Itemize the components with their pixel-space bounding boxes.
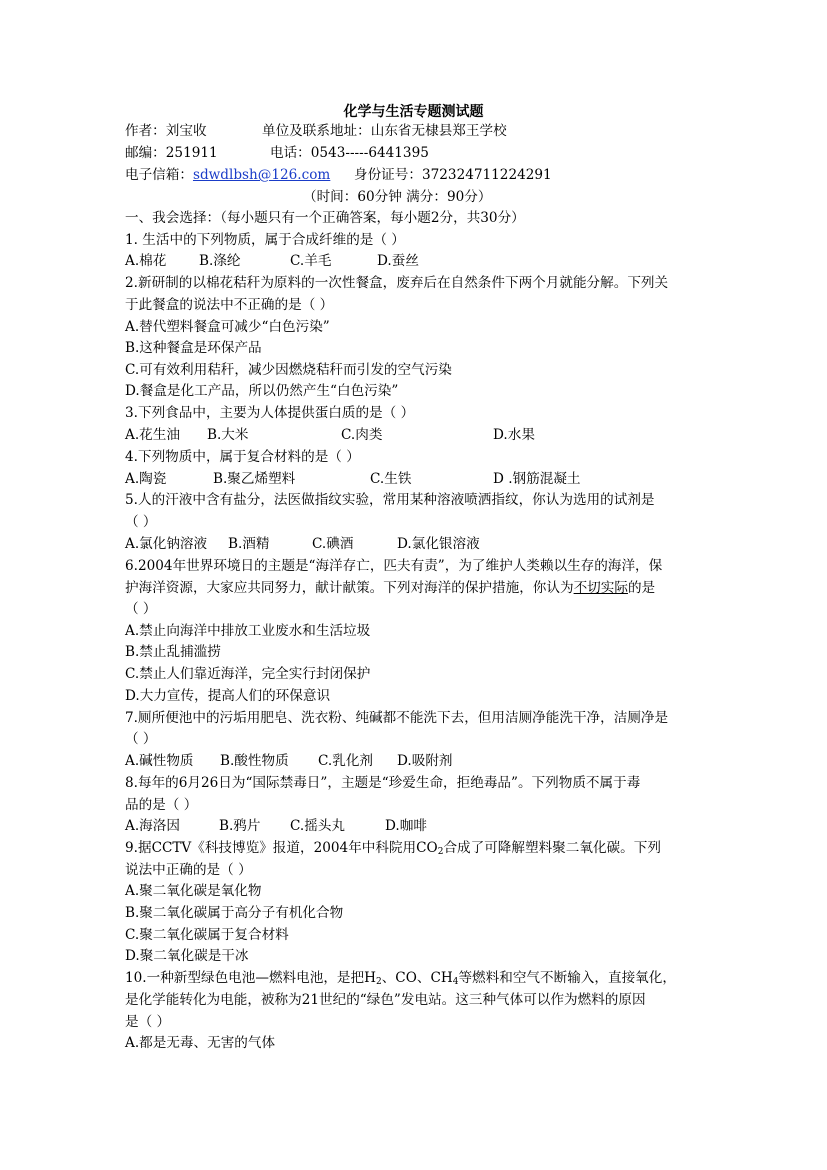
question-9-stem-line2: 说法中正确的是（ ） — [125, 862, 252, 878]
option-b: B.涤纶 — [199, 253, 241, 269]
question-2-option-a: A.替代塑料餐盒可减少“白色污染” — [125, 319, 330, 335]
author-line — [125, 121, 507, 143]
email-link[interactable]: sdwdlbsh@126.com — [192, 167, 331, 183]
question-2-option-c: C.可有效利用秸秆，减少因燃烧秸秆而引发的空气污染 — [125, 362, 452, 378]
question-7-stem-line2: （ ） — [125, 731, 157, 747]
question-9-option-a: A.聚二氧化碳是氧化物 — [125, 883, 262, 899]
question-6-underlined-term: 不切实际 — [573, 580, 628, 596]
option-d: D .钢筋混凝土 — [493, 471, 581, 487]
option-d: D.蚕丝 — [377, 253, 419, 269]
question-2-option-d: D.餐盒是化工产品，所以仍然产生“白色污染” — [125, 383, 399, 399]
question-9-stem-text: 9.据CCTV《科技博览》报道，2004年中科院用CO — [125, 840, 438, 856]
email-line — [125, 165, 552, 187]
question-10-option-a: A.都是无毒、无害的气体 — [125, 1035, 276, 1051]
option-c: C.乳化剂 — [318, 753, 374, 769]
question-10-stem-line2: 是化学能转化为电能，被称为21世纪的“绿色”发电站。这三种气体可以作为燃料的原因 — [125, 992, 646, 1008]
author: 作者：刘宝收 — [125, 123, 207, 139]
option-b: B.酒精 — [228, 536, 270, 552]
option-c: C.生铁 — [370, 471, 412, 487]
question-2-option-b: B.这种餐盒是环保产品 — [125, 340, 262, 356]
question-3-stem: 3.下列食品中，主要为人体提供蛋白质的是（ ） — [125, 405, 415, 421]
question-6-stem-text: 护海洋资源，大家应共同努力，献计献策。下列对海洋的保护措施，你认为 — [125, 580, 574, 596]
option-d: D.咖啡 — [385, 818, 427, 834]
question-6-option-b: B.禁止乱捕滥捞 — [125, 644, 221, 660]
option-d: D.吸附剂 — [397, 753, 453, 769]
option-a: A.海洛因 — [125, 818, 180, 834]
question-2-stem-line1: 2.新研制的以棉花秸秆为原料的一次性餐盒，废弃后在自然条件下两个月就能分解。下列关 — [125, 275, 669, 291]
question-5-stem-line1: 5.人的汗液中含有盐分，法医做指纹实验，常用某种溶液喷洒指纹，你认为选用的试剂是 — [125, 492, 655, 508]
postcode: 邮编：251911 — [125, 145, 218, 161]
option-b: B.聚乙烯塑料 — [213, 471, 296, 487]
phone: 电话：0543-----6441395 — [270, 145, 429, 161]
option-b: B.大米 — [207, 427, 249, 443]
question-1-stem: 1. 生活中的下列物质，属于合成纤维的是（ ） — [125, 232, 405, 248]
option-a: A.碱性物质 — [125, 753, 194, 769]
question-10-stem-text: 10.一种新型绿色电池—燃料电池，是把H — [125, 970, 376, 986]
subscript: 2 — [437, 847, 444, 857]
question-6-option-a: A.禁止向海洋中排放工业废水和生活垃圾 — [125, 623, 371, 639]
option-c: C.摇头丸 — [290, 818, 346, 834]
question-5-stem-line2: （ ） — [125, 514, 157, 530]
subscript: 4 — [452, 977, 459, 987]
question-10-stem-line3: 是（ ） — [125, 1014, 171, 1030]
unit-address: 单位及联系地址：山东省无棣县郑王学校 — [262, 123, 507, 139]
question-8-stem-line1: 8.每年的6月26日为“国际禁毒日”，主题是“珍爱生命，拒绝毒品”。下列物质不属于毒 — [125, 775, 641, 791]
option-a: A.花生油 — [125, 427, 180, 443]
question-7-stem-line1: 7.厕所便池中的污垢用肥皂、洗衣粉、纯碱都不能洗下去，但用洁厕净能洗干净，洁厕净是 — [125, 710, 669, 726]
question-9-stem-tail: 合成了可降解塑料聚二氧化碳。下列 — [443, 840, 661, 856]
question-6-stem-line2 — [125, 578, 655, 600]
option-d: D.氯化银溶液 — [397, 536, 480, 552]
email-label: 电子信箱： — [125, 167, 193, 183]
time-score: （时间：60分钟 满分：90分） — [303, 189, 492, 205]
option-a: A.棉花 — [125, 253, 167, 269]
question-6-stem-line1: 6.2004年世界环境日的主题是“海洋存亡，匹夫有责”，为了维护人类赖以生存的海洋，保 — [125, 558, 663, 574]
option-a: A.氯化钠溶液 — [125, 536, 208, 552]
id-card: 身份证号：372324711224291 — [354, 167, 552, 183]
question-9-option-d: D.聚二氧化碳是干冰 — [125, 948, 249, 964]
question-6-stem-tail: 的是 — [627, 580, 656, 596]
question-10-stem-mid: 、CO、CH — [381, 970, 453, 986]
question-6-option-c: C.禁止人们靠近海洋，完全实行封闭保护 — [125, 666, 371, 682]
option-b: B.鸦片 — [219, 818, 261, 834]
question-8-stem-line2: 品的是（ ） — [125, 797, 198, 813]
option-c: C.羊毛 — [290, 253, 332, 269]
option-c: C.肉类 — [341, 427, 383, 443]
question-2-stem-line2: 于此餐盒的说法中不正确的是（ ） — [125, 297, 334, 313]
subscript: 2 — [375, 977, 382, 987]
postcode-line — [125, 143, 429, 165]
question-9-option-c: C.聚二氧化碳属于复合材料 — [125, 927, 289, 943]
option-c: C.碘酒 — [312, 536, 354, 552]
option-d: D.水果 — [493, 427, 535, 443]
question-6-stem-line3: （ ） — [125, 601, 157, 617]
question-4-stem: 4.下列物质中，属于复合材料的是（ ） — [125, 449, 360, 465]
question-9-option-b: B.聚二氧化碳属于高分子有机化合物 — [125, 905, 344, 921]
question-6-option-d: D.大力宣传，提高人们的环保意识 — [125, 688, 331, 704]
question-10-stem-tail: 等燃料和空气不断输入，直接氧化， — [458, 970, 676, 986]
section-heading: 一、我会选择：（每小题只有一个正确答案，每小题2分，共30分） — [125, 210, 525, 226]
page-title: 化学与生活专题测试题 — [343, 104, 484, 120]
option-b: B.酸性物质 — [220, 753, 289, 769]
option-a: A.陶瓷 — [125, 471, 167, 487]
